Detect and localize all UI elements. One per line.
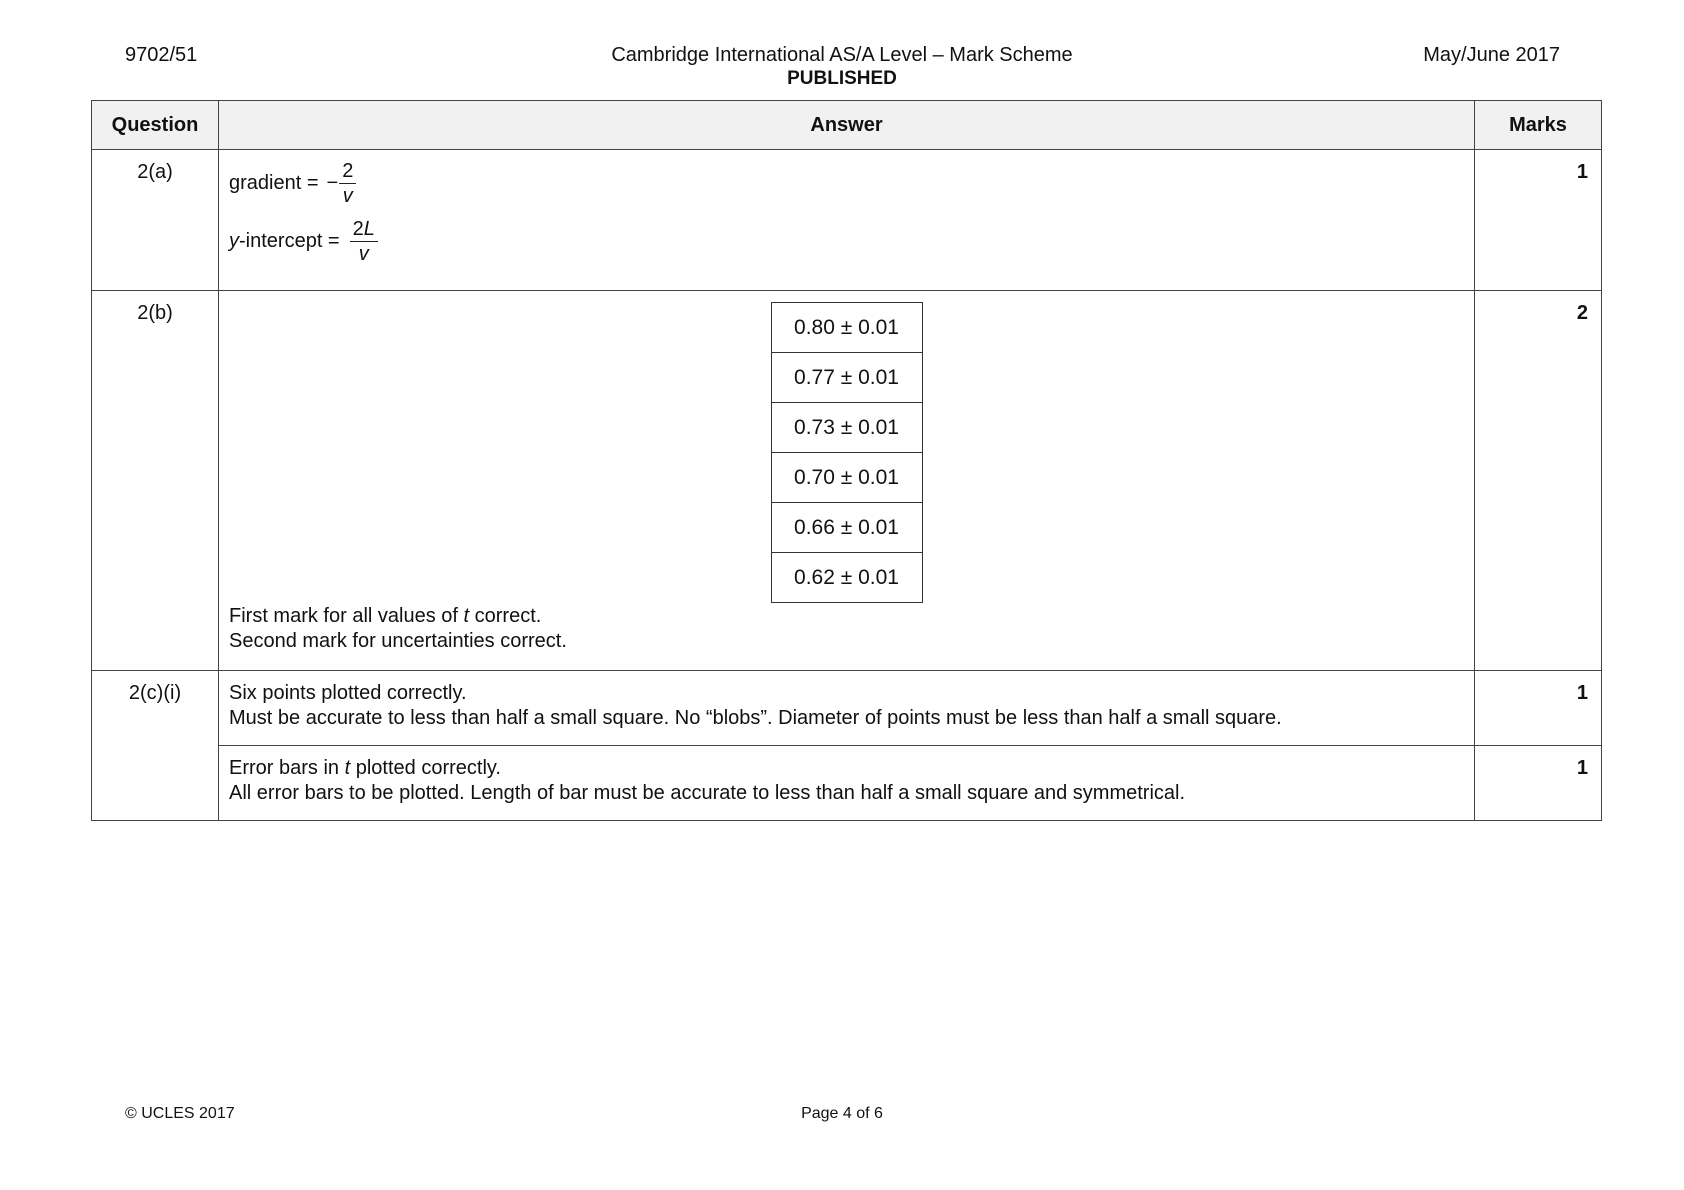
answer-cell <box>219 291 1475 671</box>
fraction-denominator: v <box>342 184 353 207</box>
answer-cell <box>219 671 1475 746</box>
marks-value: 1 <box>1475 671 1602 746</box>
answer-line-2: All error bars to be plotted. Length of bar must be accurate to less than half a small square and symmetrical. <box>229 782 1186 804</box>
title-text: Cambridge International AS/A Level – Mark Scheme <box>611 44 1073 66</box>
fraction-denominator: v <box>358 242 369 265</box>
answer-variable: t <box>344 757 351 779</box>
answer-text: plotted correctly. <box>350 757 501 779</box>
note-text: correct. <box>469 605 542 627</box>
header-marks: Marks <box>1475 101 1602 150</box>
minus-sign: − <box>326 171 339 194</box>
answer-cell <box>219 150 1475 291</box>
page-number: Page 4 of 6 <box>801 1105 883 1122</box>
table-row <box>92 150 1602 291</box>
fraction-numerator <box>350 217 378 242</box>
answer-line-1: Six points plotted correctly. <box>229 682 467 704</box>
published-label: PUBLISHED <box>787 68 897 89</box>
table-row <box>92 671 1602 746</box>
intercept-fraction <box>350 217 378 266</box>
numerator-coefficient: 2 <box>352 217 364 240</box>
intercept-variable: y <box>229 229 239 252</box>
gradient-label: gradient = <box>229 171 319 194</box>
values-row <box>771 303 922 353</box>
marks-value: 2 <box>1475 291 1602 671</box>
note-line-1 <box>229 604 1464 629</box>
header-answer: Answer <box>219 101 1475 150</box>
values-row <box>771 403 922 453</box>
values-row <box>771 503 922 553</box>
fraction-numerator: 2 <box>339 159 356 184</box>
value-cell: 0.70 ± 0.01 <box>771 453 922 503</box>
marking-note <box>229 604 1464 654</box>
intercept-expression <box>229 212 1464 270</box>
table-row <box>92 746 1602 821</box>
answer-text: Error bars in <box>229 757 345 779</box>
question-number: 2(c)(i) <box>92 671 219 821</box>
value-cell: 0.62 ± 0.01 <box>771 553 922 603</box>
exam-session: May/June 2017 <box>1423 44 1560 66</box>
gradient-expression <box>229 154 1464 212</box>
intercept-label: -intercept = <box>239 229 340 252</box>
marks-value: 1 <box>1475 150 1602 291</box>
value-cell: 0.73 ± 0.01 <box>771 403 922 453</box>
values-table <box>771 302 923 603</box>
answer-line-2: Must be accurate to less than half a small square. No “blobs”. Diameter of points must be less than half a small square. <box>229 707 1282 729</box>
numerator-variable: L <box>363 217 375 240</box>
mark-scheme-table <box>91 100 1602 821</box>
values-row <box>771 353 922 403</box>
answer-cell <box>219 746 1475 821</box>
answer-line-1 <box>229 756 1464 781</box>
header-question: Question <box>92 101 219 150</box>
note-variable: t <box>463 605 470 627</box>
note-text: First mark for all values of <box>229 605 464 627</box>
values-row <box>771 453 922 503</box>
table-header-row <box>92 101 1602 150</box>
note-line-2: Second mark for uncertainties correct. <box>229 630 567 652</box>
paper-code: 9702/51 <box>125 44 198 66</box>
question-number: 2(a) <box>92 150 219 291</box>
question-number: 2(b) <box>92 291 219 671</box>
gradient-fraction <box>339 159 356 208</box>
table-row <box>92 291 1602 671</box>
value-cell: 0.80 ± 0.01 <box>771 303 922 353</box>
values-row <box>771 553 922 603</box>
value-cell: 0.66 ± 0.01 <box>771 503 922 553</box>
marks-value: 1 <box>1475 746 1602 821</box>
copyright-notice: © UCLES 2017 <box>125 1105 235 1122</box>
value-cell: 0.77 ± 0.01 <box>771 353 922 403</box>
